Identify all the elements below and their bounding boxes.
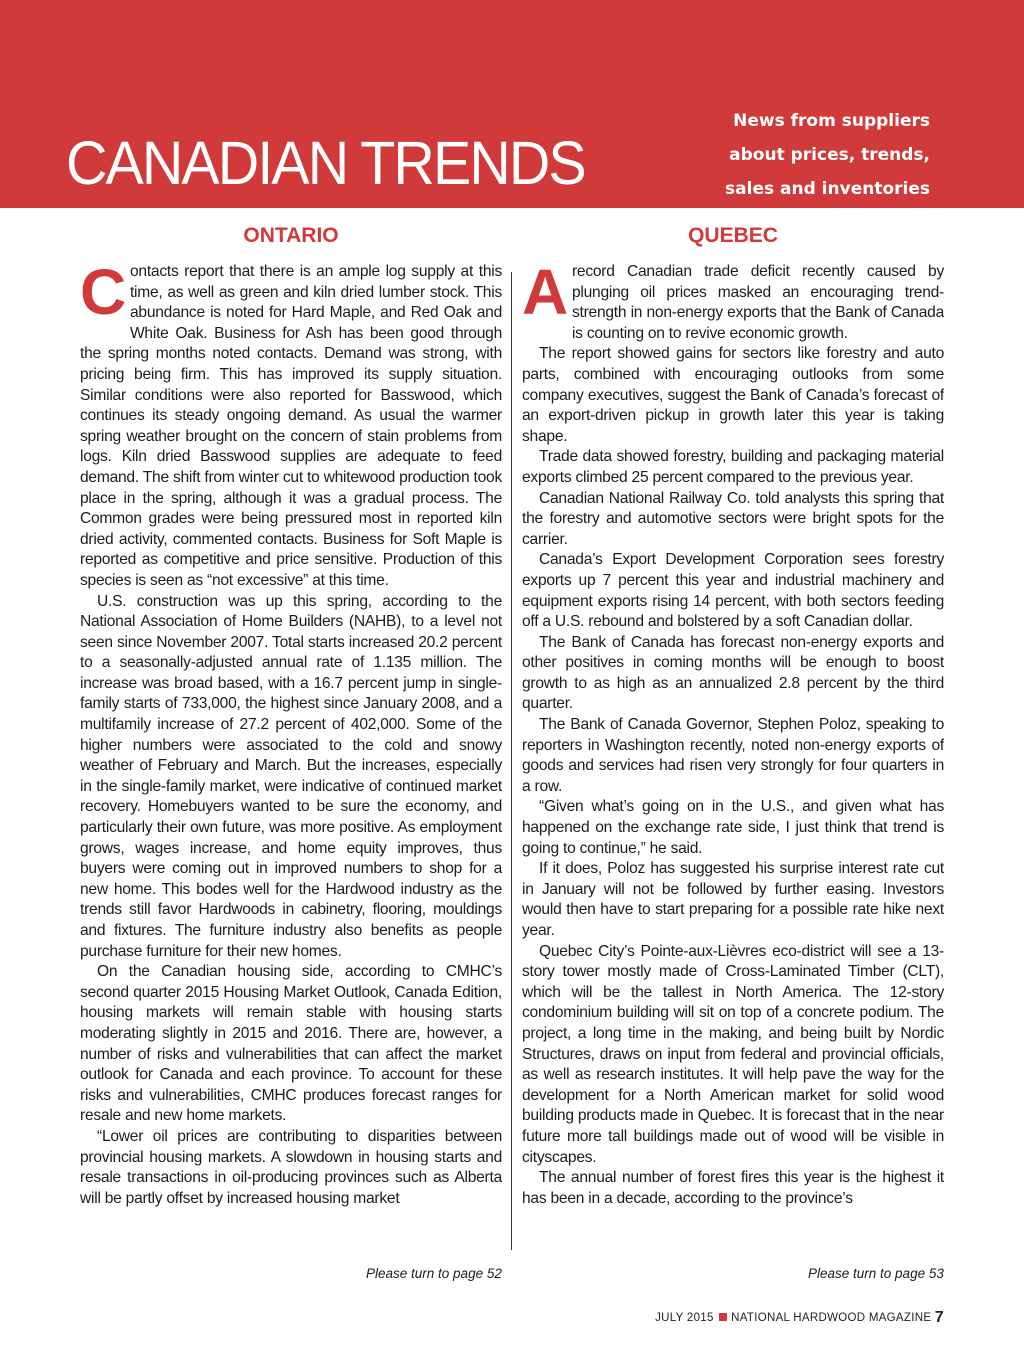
- page-footer: [655, 1308, 944, 1328]
- article-paragraph: The Bank of Canada has forecast non-energy exports and other positives in coming months will be enough to boost growth to as high as an annualized 2.8 percent by the third quarter.: [522, 633, 944, 713]
- ontario-column: [80, 221, 502, 1266]
- header-tagline: [670, 104, 930, 206]
- article-paragraph: The report showed gains for sectors like forestry and auto parts, combined with encouraging outlooks from some company executives, suggest the Bank of Canada’s forecast of an export-driven pickup in growth later this year is taking shape.: [522, 345, 944, 445]
- issue-date: JULY 2015: [655, 1312, 714, 1324]
- paragraph-text: record Canadian trade deficit recently caused by plunging oil prices masked an encouraging trend-strength in non-energy exports that the Bank of Canada is counting on to revive economic growth.: [571, 263, 944, 342]
- quebec-column: [522, 221, 944, 1266]
- quebec-body: [522, 262, 944, 1266]
- quebec-continued-note: Please turn to page 53: [808, 1266, 944, 1281]
- ontario-body: [80, 262, 502, 1266]
- page-number: 7: [934, 1309, 944, 1326]
- article-paragraph: The annual number of forest fires this year is the highest it has been in a decade, according to the province’s: [522, 1169, 944, 1207]
- tagline-line: News from suppliers: [733, 111, 930, 131]
- page-title: CANADIAN TRENDS: [66, 129, 585, 197]
- tagline-line: about prices, trends,: [729, 145, 930, 165]
- article-paragraph: If it does, Poloz has suggested his surprise interest rate cut in January will not be followed by further easing. Investors would then have to start preparing for a possible rate hike next year.: [522, 860, 944, 939]
- article-paragraph: The Bank of Canada Governor, Stephen Poloz, speaking to reporters in Washington recently, noted non-energy exports of goods and services had risen very strongly for four quarters in a row.: [522, 716, 944, 795]
- drop-cap: A: [522, 262, 568, 328]
- quebec-heading: QUEBEC: [688, 224, 778, 247]
- article-paragraph: [522, 262, 944, 344]
- article-paragraph: On the Canadian housing side, according to CMHC’s second quarter 2015 Housing Market Outlook, Canada Edition, housing markets will remain stable with housing starts moderating slightly in 2015 and 2016. There are, however, a number of risks and vulnerabilities that can affect the market outlook for Canada and each province. To account for these risks and vulnerabilities, CMHC produces forecast ranges for resale and new home markets.: [80, 963, 502, 1125]
- article-paragraph: U.S. construction was up this spring, according to the National Association of Home Builders (NAHB), to a level not seen since November 2007. Total starts increased 20.2 percent to a seasonally-adjusted annual rate of 1.135 million. The increase was broad based, with a 16.7 percent jump in single-family starts of 733,000, the highest since January 2008, and a multifamily increase of 27.2 percent of 402,000. Some of the higher numbers were associated to the cold and snowy weather of February and March. But the increases, especially in the single-family market, were indicative of continued market recovery. Homebuyers wanted to be sure the economy, and particularly their own future, was more positive. As employment grows, wages increase, and home equity improves, thus buyers were coming out in improved numbers to shop for a new home. This bodes well for the Hardwood industry as the trends still favor Hardwoods in cabinetry, flooring, mouldings and fixtures. The furniture industry also benefits as people purchase furniture for their new homes.: [80, 592, 502, 960]
- ontario-continued-note: Please turn to page 52: [366, 1266, 502, 1281]
- header-banner: [0, 0, 1024, 208]
- article-paragraph: Canada’s Export Development Corporation sees forestry exports up 7 percent this year and industrial machinery and equipment exports rising 14 percent, with both sectors feeding off a U.S. rebound and bolstered by a soft Canadian dollar.: [522, 551, 944, 631]
- article-paragraph: “Given what’s going on in the U.S., and given what has happened on the exchange rate side, I just think that trend is going to continue,” he said.: [522, 798, 944, 857]
- article-paragraph: [80, 262, 502, 592]
- ontario-heading: ONTARIO: [243, 224, 339, 247]
- article-paragraph: Trade data showed forestry, building and packaging material exports climbed 25 percent compared to the previous year.: [522, 448, 944, 486]
- publication-name: NATIONAL HARDWOOD MAGAZINE: [731, 1312, 932, 1324]
- article-paragraph: “Lower oil prices are contributing to disparities between provincial housing markets. A slowdown in housing starts and resale transactions in oil-producing provinces such as Alberta will be partly offset by increased housing market: [80, 1127, 502, 1207]
- drop-cap: C: [80, 262, 126, 328]
- paragraph-text: ontacts report that there is an ample log supply at this time, as well as green and kiln dried lumber stock. This abundance is noted for Hard Maple, and Red Oak and White Oak. Business for Ash has been good through the spring months noted contacts. Demand was strong, with pricing being firm. This has improved its supply situation. Similar conditions were also reported for Basswood, which continues its steady ongoing demand. As usual the warmer spring weather brought on the concern of stain problems from logs. Kiln dried Basswood supplies are adequate to feed demand. The shift from winter cut to whitewood production took place in the spring, although it was a gradual process. The Common grades were being pressured most in reported kiln dried activity, commented contacts. Business for Soft Maple is reported as competitive and price sensitive. Production of this species is seen as “not excessive” at this time.: [80, 263, 502, 589]
- column-divider: [511, 272, 512, 1250]
- square-bullet-icon: [719, 1313, 727, 1321]
- article-paragraph: Canadian National Railway Co. told analysts this spring that the forestry and automotive sectors were bright spots for the carrier.: [522, 489, 944, 548]
- tagline-line: sales and inventories: [725, 179, 930, 199]
- article-paragraph: Quebec City’s Pointe-aux-Lièvres eco-district will see a 13-story tower mostly made of Cross-Laminated Timber (CLT), which will be the tallest in North America. The 12-story condominium building will sit on top of a concrete podium. The project, a long time in the making, and being built by Nordic Structures, draws on input from federal and provincial officials, as well as research institutes. It will help pave the way for the development for a North American market for solid wood building products made in Quebec. It is forecast that in the near future more tall buildings made out of wood will be visible in cityscapes.: [522, 942, 944, 1166]
